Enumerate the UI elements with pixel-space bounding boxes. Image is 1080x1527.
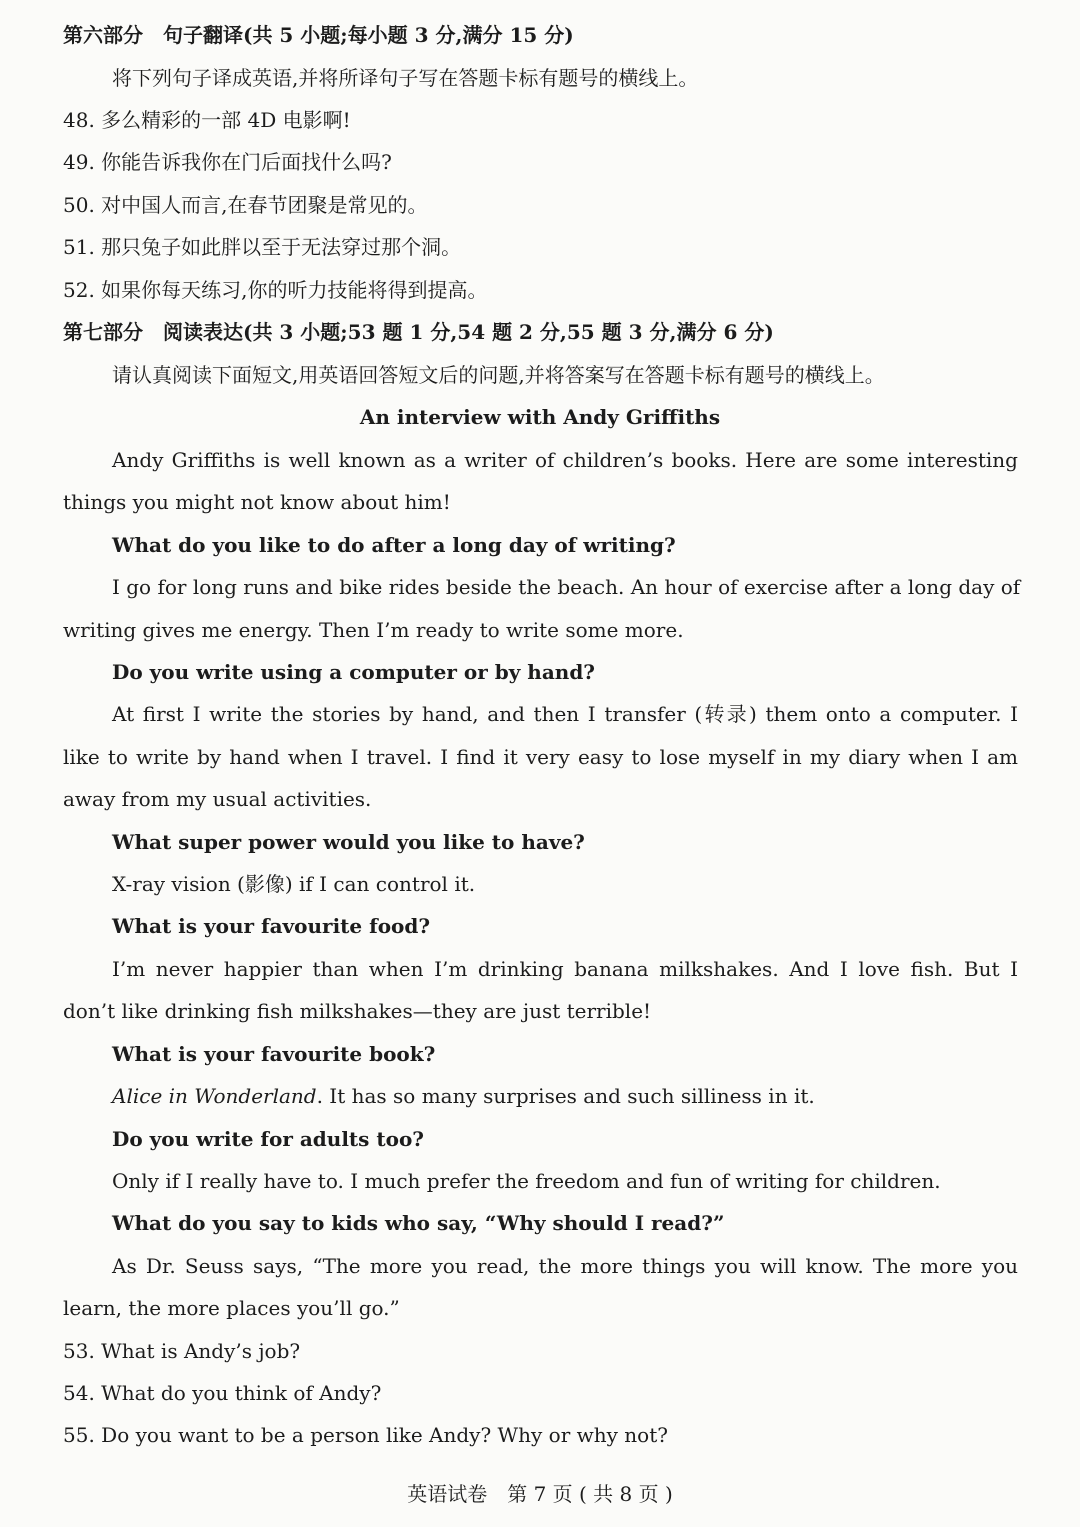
translation-item-51: 51. 那只兔子如此胖以至于无法穿过那个洞。 xyxy=(63,235,462,259)
answer-2-line-1: At first I write the stories by hand, and then I transfer (转录) them onto a computer. I xyxy=(112,702,1018,726)
question-5: What is your favourite book? xyxy=(112,1042,436,1066)
section6-heading: 第六部分 句子翻译(共 5 小题;每小题 3 分,满分 15 分) xyxy=(63,23,574,47)
question-1: What do you like to do after a long day of writing? xyxy=(112,533,676,557)
answer-5 xyxy=(112,1082,1080,1110)
answer-7-line-2: learn, the more places you’ll go.” xyxy=(63,1296,400,1320)
answer-5-text: . It has so many surprises and such silliness in it. xyxy=(316,1084,815,1108)
answer-3: X-ray vision (影像) if I can control it. xyxy=(112,872,476,896)
question-3: What super power would you like to have? xyxy=(112,830,585,854)
reading-question-55: 55. Do you want to be a person like Andy? Why or why not? xyxy=(63,1423,668,1447)
translation-item-50: 50. 对中国人而言,在春节团聚是常见的。 xyxy=(63,193,428,217)
answer-7-line-1: As Dr. Seuss says, “The more you read, the more things you will know. The more you xyxy=(112,1254,1018,1278)
passage-title: An interview with Andy Griffiths xyxy=(359,405,721,429)
reading-question-54: 54. What do you think of Andy? xyxy=(63,1381,382,1405)
answer-4-line-1: I’m never happier than when I’m drinking banana milkshakes. And I love fish. But I xyxy=(112,957,1018,981)
answer-1-line-2: writing gives me energy. Then I’m ready to write some more. xyxy=(63,618,684,642)
answer-4-line-2: don’t like drinking fish milkshakes—they are just terrible! xyxy=(63,999,652,1023)
answer-6: Only if I really have to. I much prefer the freedom and fun of writing for children. xyxy=(112,1169,941,1193)
intro-line-2: things you might not know about him! xyxy=(63,490,451,514)
translation-item-48: 48. 多么精彩的一部 4D 电影啊! xyxy=(63,108,351,132)
book-title: Alice in Wonderland xyxy=(112,1084,317,1108)
answer-2-line-2: like to write by hand when I travel. I find it very easy to lose myself in my diary when I am xyxy=(63,745,1018,769)
intro-line-1: Andy Griffiths is well known as a writer of children’s books. Here are some interesting xyxy=(112,448,1018,472)
reading-question-53: 53. What is Andy’s job? xyxy=(63,1339,301,1363)
answer-2-line-3: away from my usual activities. xyxy=(63,787,372,811)
question-6: Do you write for adults too? xyxy=(112,1127,425,1151)
section7-heading: 第七部分 阅读表达(共 3 小题;53 题 1 分,54 题 2 分,55 题 3 分,满分 6 分) xyxy=(63,320,774,344)
answer-1-line-1: I go for long runs and bike rides beside the beach. An hour of exercise after a long day of xyxy=(112,575,1021,599)
translation-item-52: 52. 如果你每天练习,你的听力技能将得到提高。 xyxy=(63,278,488,302)
translation-item-49: 49. 你能告诉我你在门后面找什么吗? xyxy=(63,150,392,174)
page-footer: 英语试卷 第 7 页 ( 共 8 页 ) xyxy=(407,1482,673,1506)
section6-instruction: 将下列句子译成英语,并将所译句子写在答题卡标有题号的横线上。 xyxy=(112,66,699,90)
question-2: Do you write using a computer or by hand? xyxy=(112,660,596,684)
question-4: What is your favourite food? xyxy=(112,914,431,938)
section7-instruction: 请认真阅读下面短文,用英语回答短文后的问题,并将答案写在答题卡标有题号的横线上。 xyxy=(112,363,885,387)
question-7: What do you say to kids who say, “Why should I read?” xyxy=(112,1211,725,1235)
